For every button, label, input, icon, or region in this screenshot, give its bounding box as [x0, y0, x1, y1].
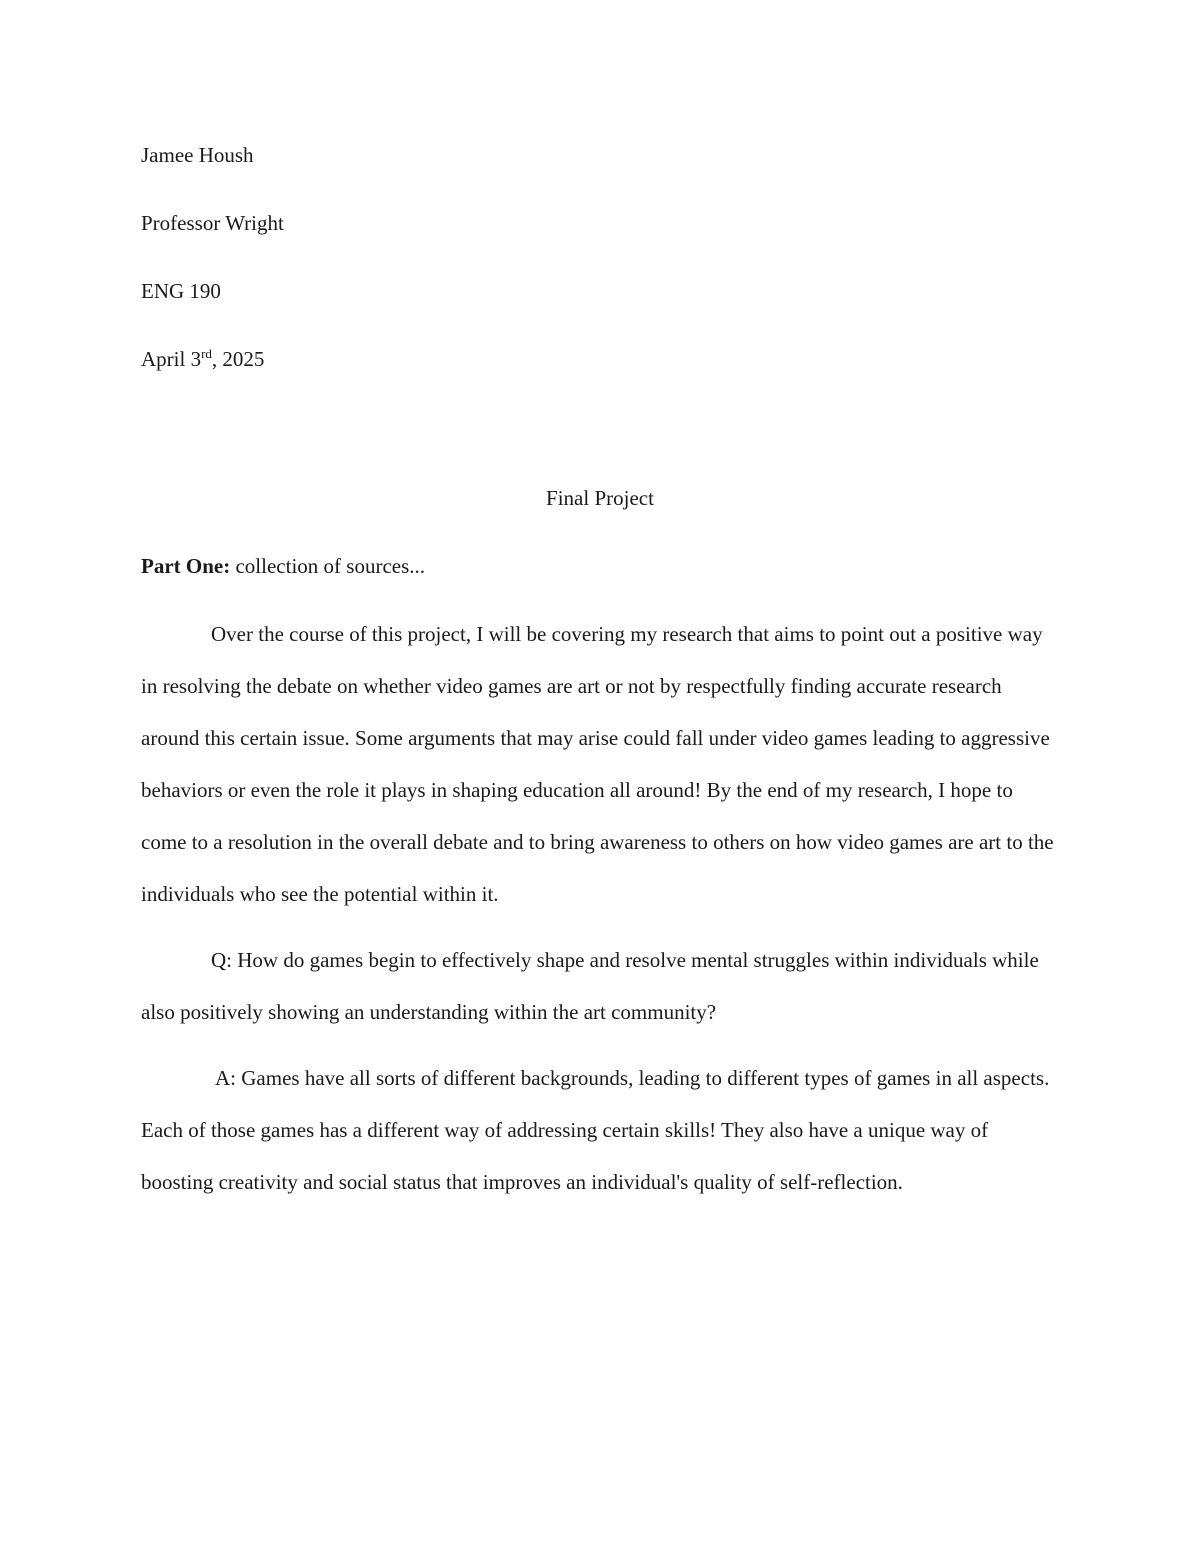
submission-date [141, 343, 1059, 411]
part-one-heading [141, 550, 1059, 608]
instructor-name: Professor Wright [141, 211, 284, 235]
part-one-label: Part One: [141, 554, 231, 578]
document-page [141, 139, 1059, 1222]
question-paragraph: Q: How do games begin to effectively shape and resolve mental struggles within individuals while also positively showing an understanding within the art community? [141, 948, 1039, 1024]
answer-paragraph: A: Games have all sorts of different backgrounds, leading to different types of games in all aspects. Each of those games has a different way of addressing certain skills! They also have a unique way of boosting creativity and social status that improves an individual's quality of self-reflection. [141, 1066, 1050, 1194]
intro-paragraph: Over the course of this project, I will be covering my research that aims to point out a positive way in resolving the debate on whether video games are art or not by respectfully finding accurate research around this certain issue. Some arguments that may arise could fall under video games leading to aggressive behaviors or even the role it plays in shaping education all around! By the end of my research, I hope to come to a resolution in the overall debate and to bring awareness to others on how video games are art to the individuals who see the potential within it. [141, 622, 1054, 906]
part-one-text: collection of sources... [230, 554, 426, 578]
document-title: Final Project [546, 486, 654, 510]
course-name: ENG 190 [141, 279, 221, 303]
date-rest: , 2025 [211, 347, 265, 371]
author-name: Jamee Housh [141, 143, 254, 167]
date-ordinal-suffix: rd [201, 346, 212, 361]
date-prefix: April 3 [141, 347, 202, 371]
